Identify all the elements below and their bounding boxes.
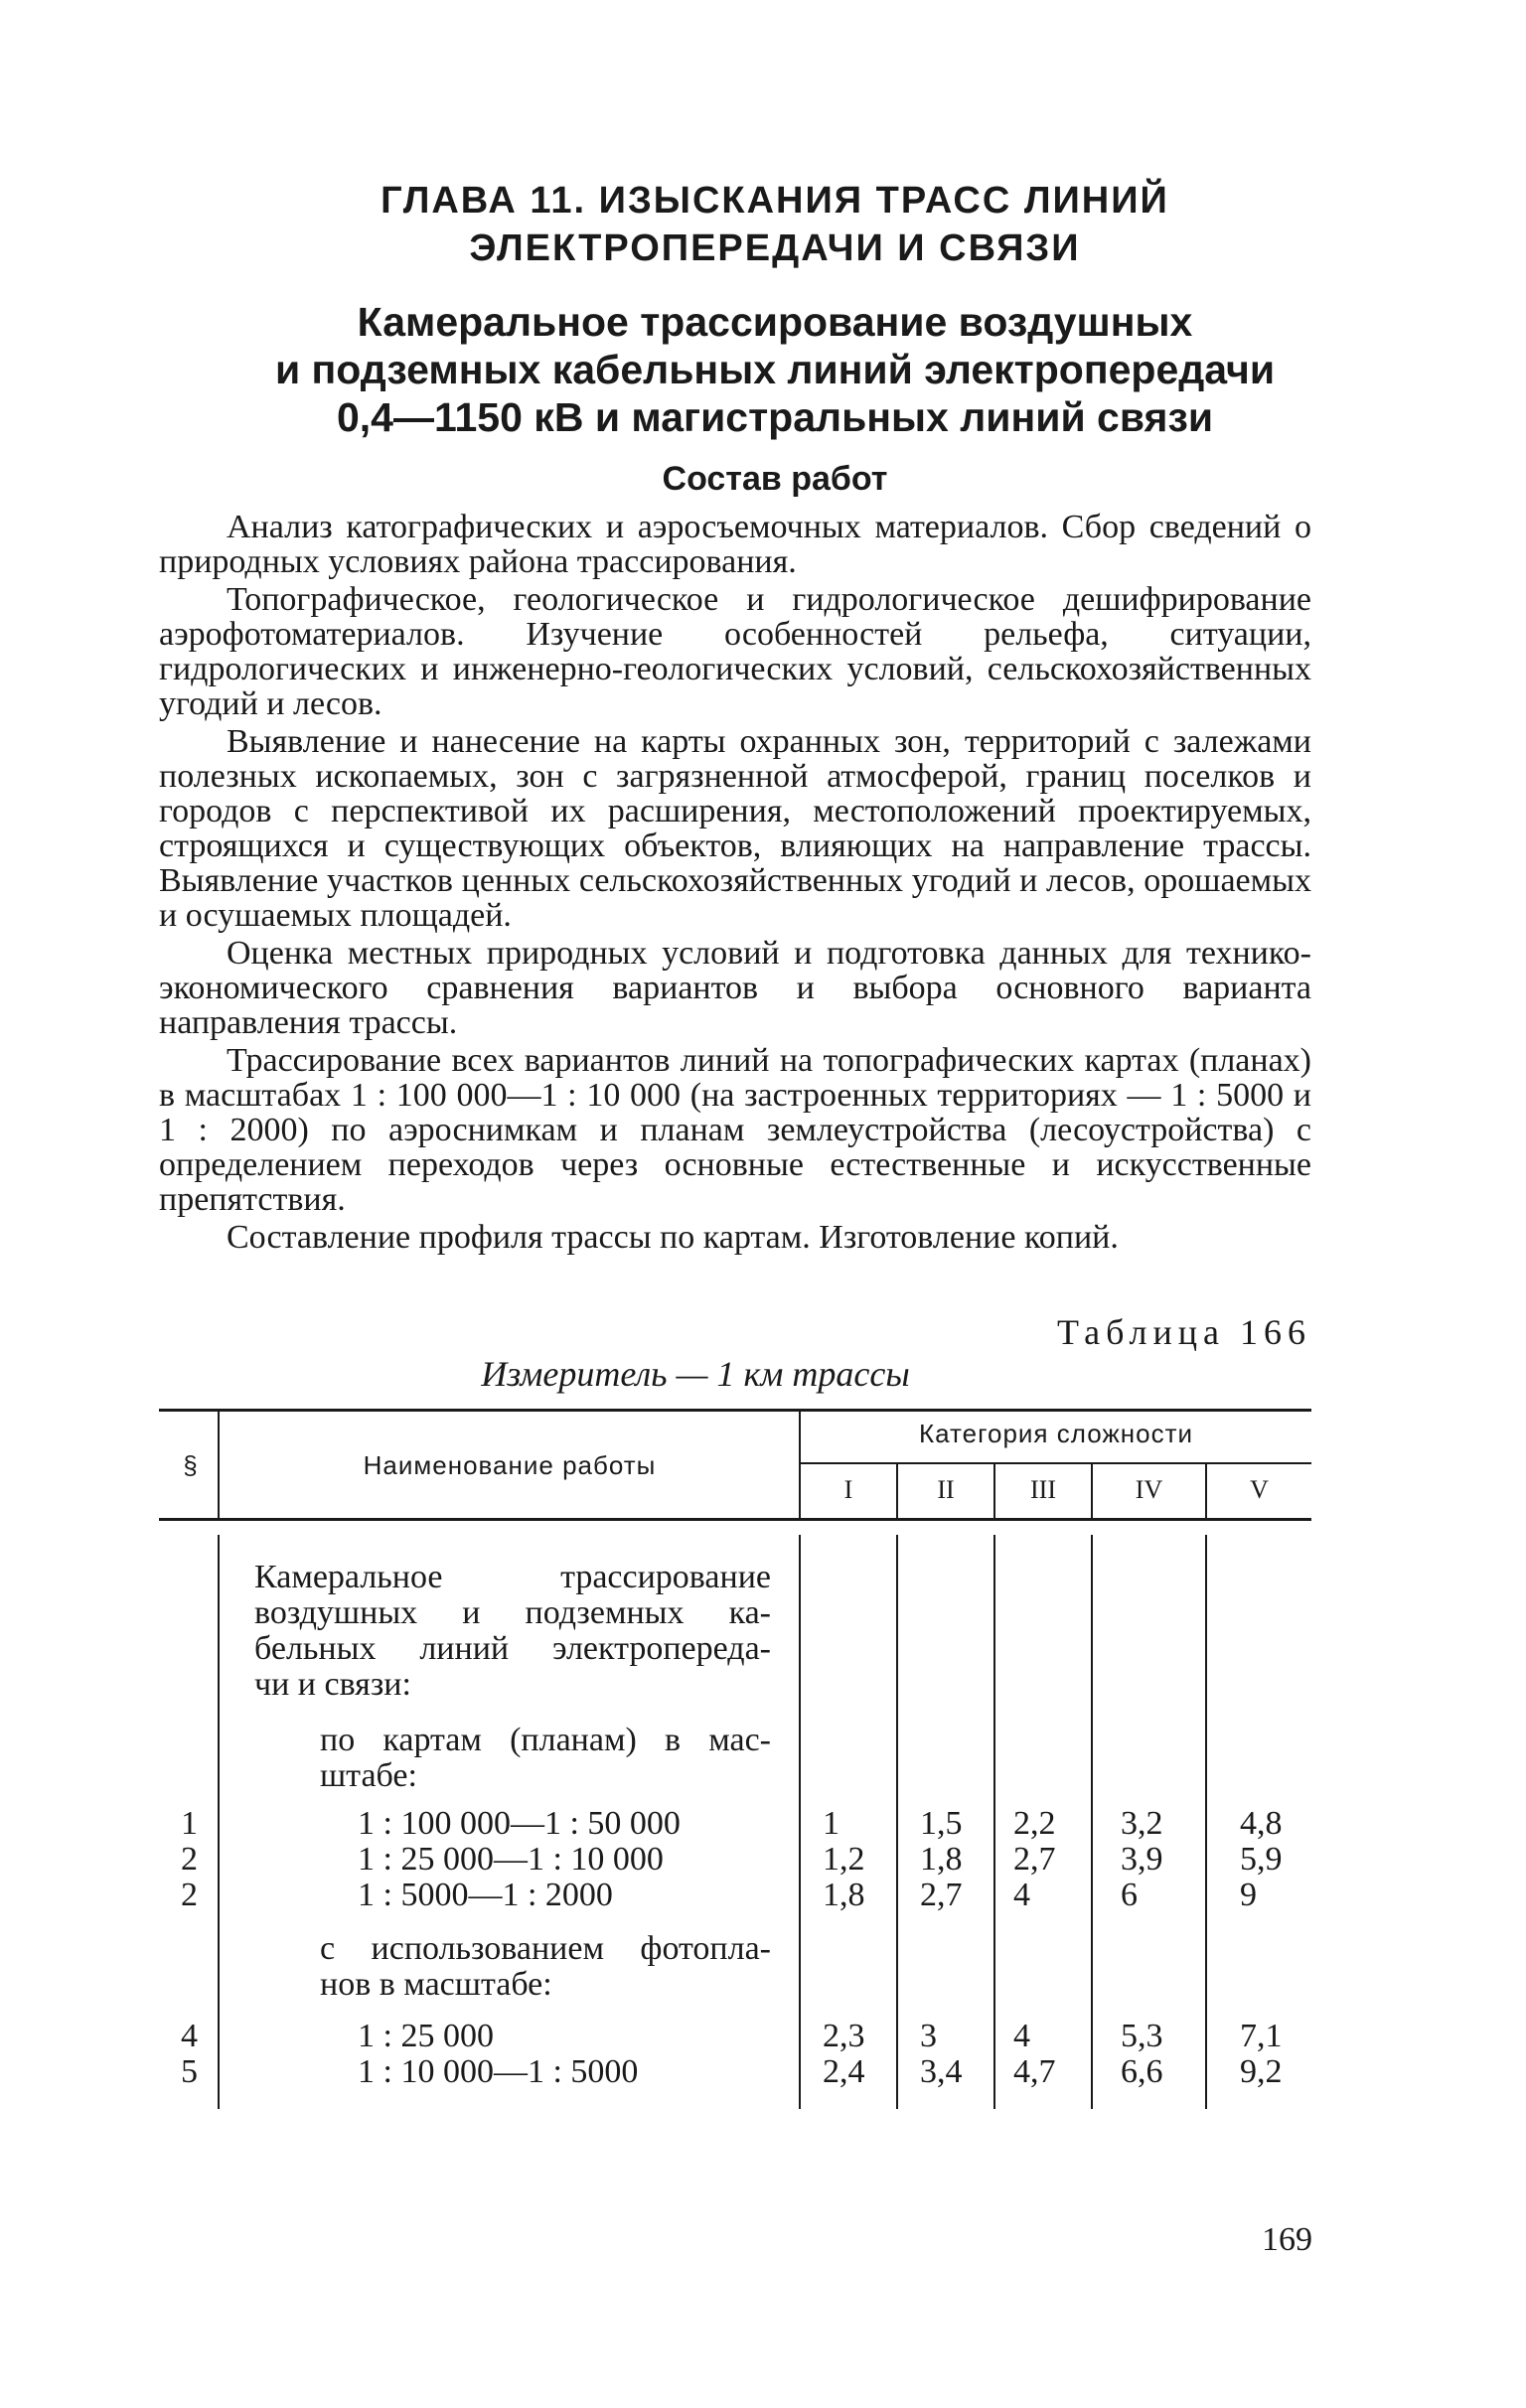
body-divider [799, 1535, 801, 2109]
section-title-line-2: и подземных кабельных линий электропередачи [274, 347, 1276, 392]
row-value: 5,3 [1121, 2018, 1163, 2054]
header-category-1: I [843, 1475, 853, 1504]
row-value: 9 [1240, 1877, 1257, 1913]
row-scale: 1 : 25 000—1 : 10 000 [358, 1841, 664, 1878]
header-section: § [183, 1450, 199, 1480]
row-scale: 1 : 100 000—1 : 50 000 [358, 1805, 681, 1842]
section-title-line-1: Камеральное трассирование воздушных [357, 299, 1193, 345]
header-name: Наименование работы [363, 1450, 657, 1480]
row-section: 2 [181, 1877, 198, 1913]
body-divider [218, 1535, 220, 2109]
paragraph: Топографическое, геологическое и гидрологическое дешифрирование аэрофотоматериалов. Изучение особенностей рельефа, ситуации, гидрологических и инженерно-геологических условий, сельскохозяйственных угодий и лесов. [159, 581, 1311, 722]
group-heading-maps [320, 1723, 771, 1794]
work-title-line: чи и связи: [254, 1666, 411, 1703]
section-title-line-3: 0,4—1150 кВ и магистральных линий связи [336, 394, 1214, 440]
row-value: 1,2 [823, 1841, 865, 1878]
paragraph: Выявление и нанесение на карты охранных зон, территорий с залежами полезных ископаемых, зон с загрязненной атмосферой, границ поселков и городов с перспективой их расширения, местоположений проектируемых, строящихся и существующих объектов, влияющих на направление трассы. Выявление участков ценных сельскохозяйственных угодий и лесов, орошаемых и осушаемых площадей. [159, 723, 1311, 934]
header-category-group: Категория сложности [918, 1419, 1194, 1448]
header-category-3: III [1030, 1475, 1056, 1504]
row-section: 4 [181, 2018, 198, 2054]
row-scale: 1 : 5000—1 : 2000 [358, 1877, 613, 1913]
row-value: 2,7 [1013, 1841, 1056, 1878]
header-category-5: V [1250, 1475, 1269, 1504]
paragraph: Составление профиля трассы по картам. Изготовление копий. [227, 1219, 1119, 1256]
header-category-2: II [937, 1475, 955, 1504]
body-divider [896, 1535, 898, 2109]
body-divider [993, 1535, 995, 2109]
row-value: 4 [1013, 1877, 1030, 1913]
row-value: 5,9 [1240, 1841, 1283, 1878]
row-value: 2,2 [1013, 1805, 1056, 1842]
subheading: Состав работ [662, 460, 888, 498]
body-divider [1205, 1535, 1207, 2109]
row-value: 2,7 [920, 1877, 963, 1913]
group-heading-line: нов в масштабе: [320, 1966, 552, 2003]
work-title-line: Камеральное трассирование [254, 1559, 771, 1595]
header-category-4: IV [1135, 1475, 1163, 1504]
row-section: 2 [181, 1841, 198, 1878]
table-header-bottom-rule [159, 1518, 1311, 1521]
row-section: 1 [181, 1805, 198, 1842]
table-top-rule [159, 1409, 1311, 1412]
paragraph: Трассирование всех вариантов линий на топографических картах (планах) в масштабах 1 : 100 000—1 : 10 000 (на застроенных территориях — 1 : 5000 и 1 : 2000) по аэроснимкам и планам землеустройства (лесоустройства) с определением переходов через основные естественные и искусственные препятствия. [159, 1042, 1311, 1218]
row-value: 3,4 [920, 2053, 963, 2090]
row-value: 1 [823, 1805, 839, 1842]
group-heading-photoplans [320, 1931, 771, 2003]
chapter-title-line-1: ГЛАВА 11. ИЗЫСКАНИЯ ТРАСС ЛИНИЙ [381, 180, 1169, 222]
group-heading-line: штабе: [320, 1757, 417, 1794]
work-title-line: воздушных и подземных ка- [254, 1594, 771, 1631]
row-value: 3 [920, 2018, 937, 2054]
row-section: 5 [181, 2053, 198, 2090]
body-divider [1091, 1535, 1093, 2109]
row-value: 4,7 [1013, 2053, 1056, 2090]
row-value: 2,3 [823, 2018, 865, 2054]
group-heading-line: по картам (планам) в мас- [320, 1722, 771, 1758]
work-title [254, 1560, 771, 1703]
row-value: 3,2 [1121, 1805, 1163, 1842]
row-value: 1,8 [920, 1841, 963, 1878]
row-value: 7,1 [1240, 2018, 1283, 2054]
row-value: 3,9 [1121, 1841, 1163, 1878]
measure-unit: Измеритель — 1 км трассы [481, 1354, 910, 1394]
page-number: 169 [1262, 2221, 1312, 2258]
row-value: 2,4 [823, 2053, 865, 2090]
body-text [159, 510, 1311, 1258]
row-value: 1,8 [823, 1877, 865, 1913]
table-category-rule [799, 1462, 1311, 1464]
table-label: Таблица 166 [1057, 1312, 1311, 1352]
header-divider [218, 1412, 220, 1518]
row-scale: 1 : 10 000—1 : 5000 [358, 2053, 639, 2090]
row-value: 1,5 [920, 1805, 963, 1842]
row-value: 6 [1121, 1877, 1138, 1913]
row-value: 9,2 [1240, 2053, 1283, 2090]
row-scale: 1 : 25 000 [358, 2018, 494, 2054]
row-value: 4,8 [1240, 1805, 1283, 1842]
row-value: 4 [1013, 2018, 1030, 2054]
chapter-title-line-2: ЭЛЕКТРОПЕРЕДАЧИ И СВЯЗИ [469, 227, 1081, 269]
group-heading-line: с использованием фотопла- [320, 1930, 771, 1967]
row-value: 6,6 [1121, 2053, 1163, 2090]
work-title-line: бельных линий электропереда- [254, 1630, 771, 1667]
paragraph: Оценка местных природных условий и подготовка данных для технико-экономического сравнения вариантов и выбора основного варианта направления трассы. [159, 935, 1311, 1041]
paragraph: Анализ катографических и аэросъемочных материалов. Сбор сведений о природных условиях района трассирования. [159, 509, 1311, 580]
